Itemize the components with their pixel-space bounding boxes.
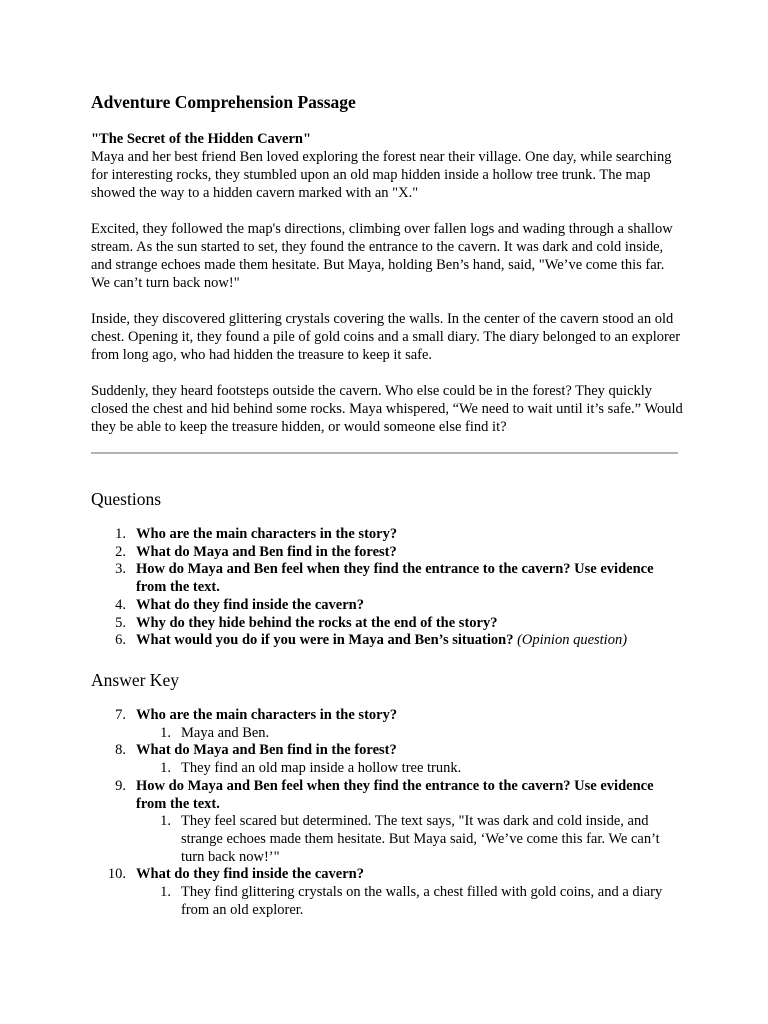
answer-key-list <box>91 707 683 919</box>
answer-text: Maya and Ben. <box>181 724 270 741</box>
answer-question-item <box>91 742 683 760</box>
story-paragraph: Inside, they discovered glittering crystals covering the walls. In the center of the cavern stood an old chest. Opening it, they found a pile of gold coins and a small diary. The diary belonged to an explorer from long ago, who had hidden the treasure to keep it safe. <box>91 311 681 363</box>
answer-question-item <box>91 707 683 725</box>
question-text: How do Maya and Ben feel when they find the entrance to the cavern? Use evidence from the text. <box>136 777 654 812</box>
answer-number: 1. <box>160 813 171 830</box>
question-item <box>91 597 683 615</box>
answer-text: They feel scared but determined. The text says, "It was dark and cold inside, and strange echoes made them hesitate. But Maya said, ‘We’ve come this far. We can’t turn back now!’" <box>181 813 660 865</box>
story-paragraph: Suddenly, they heard footsteps outside the cavern. Who else could be in the forest? They quickly closed the chest and hid behind some rocks. Maya whispered, “We need to wait until it’s safe.” Would they be able to keep the treasure hidden, or would someone else find it? <box>91 383 683 435</box>
question-text: Why do they hide behind the rocks at the end of the story? <box>136 614 498 631</box>
answer-item <box>91 725 683 743</box>
answer-key-heading: Answer Key <box>91 670 179 690</box>
answer-text: They find an old map inside a hollow tree trunk. <box>181 760 462 777</box>
question-item <box>91 632 683 650</box>
question-text: Who are the main characters in the story? <box>136 707 398 723</box>
page-title: Adventure Comprehension Passage <box>91 92 356 112</box>
answer-number: 1. <box>160 724 171 741</box>
story-title: "The Secret of the Hidden Cavern" <box>91 131 312 147</box>
question-number: 3. <box>115 561 126 578</box>
story-passage <box>91 130 683 454</box>
answer-number: 1. <box>160 884 171 901</box>
answer-item <box>91 884 683 919</box>
answer-question-item <box>91 866 683 884</box>
question-text: What would you do if you were in Maya and Ben’s situation? <box>136 632 514 649</box>
question-number: 6. <box>115 632 126 649</box>
questions-heading: Questions <box>91 489 161 509</box>
question-text: What do Maya and Ben find in the forest? <box>136 742 397 759</box>
questions-list <box>91 526 683 650</box>
question-number: 5. <box>115 614 126 631</box>
story-paragraph: Excited, they followed the map's directions, climbing over fallen logs and wading through a shallow stream. As the sun started to set, they found the entrance to the cavern. It was dark and cold inside, and strange echoes made them hesitate. But Maya, holding Ben’s hand, said, "We’ve come this far. We can’t turn back now!" <box>91 221 673 291</box>
question-number: 1. <box>115 526 126 542</box>
paragraph-text: Maya and her best friend Ben loved exploring the forest near their village. One day, while searching for interesting rocks, they stumbled upon an old map hidden inside a hollow tree trunk. The map showed the way to a hidden cavern marked with an "X." <box>91 149 672 201</box>
question-text: Who are the main characters in the story? <box>136 526 398 542</box>
question-item <box>91 544 683 562</box>
question-text: How do Maya and Ben feel when they find the entrance to the cavern? Use evidence from the text. <box>136 561 654 596</box>
question-number: 10. <box>107 866 126 883</box>
answer-text: They find glittering crystals on the walls, a chest filled with gold coins, and a diary from an old explorer. <box>181 884 663 918</box>
answer-number: 1. <box>160 760 171 777</box>
question-number: 2. <box>115 543 126 560</box>
question-item <box>91 561 683 596</box>
question-text: What do they find inside the cavern? <box>136 866 364 883</box>
horizontal-divider <box>91 452 678 454</box>
question-number: 7. <box>115 707 126 723</box>
question-item <box>91 526 683 544</box>
answer-item <box>91 813 683 866</box>
story-paragraph <box>91 130 683 202</box>
question-number: 8. <box>115 742 126 759</box>
answer-question-item <box>91 778 683 813</box>
question-text: What do Maya and Ben find in the forest? <box>136 543 397 560</box>
question-text: What do they find inside the cavern? <box>136 596 364 613</box>
question-number: 9. <box>115 777 126 794</box>
question-number: 4. <box>115 596 126 613</box>
answer-item <box>91 760 683 778</box>
question-item <box>91 615 683 633</box>
question-note: (Opinion question) <box>517 632 628 649</box>
